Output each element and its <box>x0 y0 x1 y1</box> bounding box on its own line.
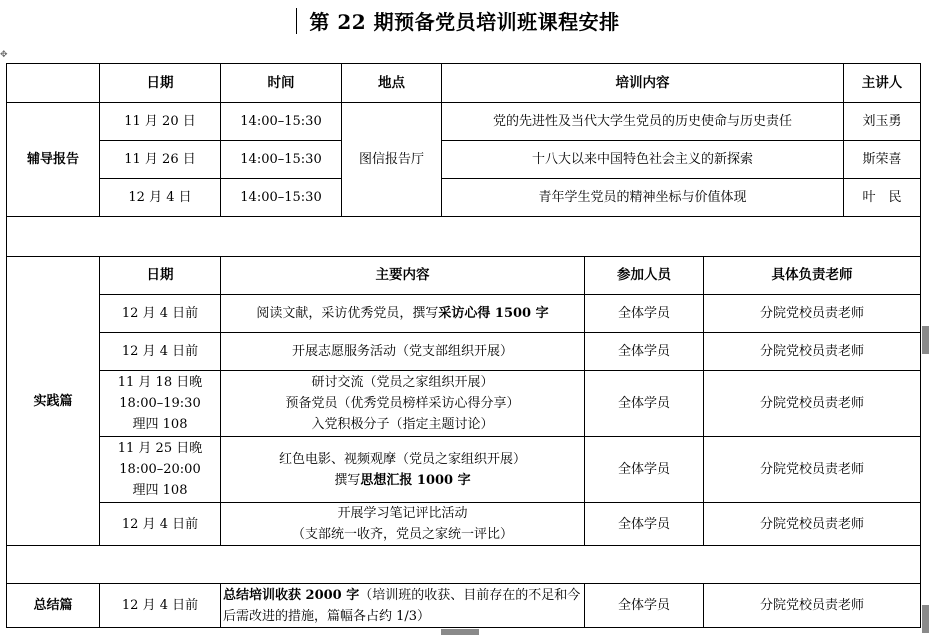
header-date: 日期 <box>100 64 221 103</box>
teacher-cell: 分院党校员责老师 <box>704 584 921 628</box>
header-content: 培训内容 <box>442 64 844 103</box>
location-cell: 图信报告厅 <box>342 103 442 217</box>
header-teacher: 具体负责老师 <box>704 257 921 295</box>
content-cell: 开展学习笔记评比活动 （支部统一收齐，党员之家统一评比） <box>221 503 585 546</box>
schedule-table <box>6 63 921 628</box>
content-cell: 党的先进性及当代大学生党员的历史使命与历史责任 <box>442 103 844 141</box>
content-cell: 红色电影、视频观摩（党员之家组织开展） 撰写思想汇报 1000 字 <box>221 437 585 503</box>
spacer-row <box>7 217 921 257</box>
blank-header-cell <box>7 64 100 103</box>
participants-cell: 全体学员 <box>585 584 704 628</box>
section2-header-row <box>7 257 921 295</box>
speaker-cell: 刘玉勇 <box>844 103 921 141</box>
table-row <box>7 103 921 141</box>
section-label: 总结篇 <box>7 584 100 628</box>
table-row <box>7 437 921 503</box>
speaker-cell: 叶 民 <box>844 179 921 217</box>
right-resize-handle-bottom[interactable] <box>922 605 929 633</box>
time-cell: 14:00–15:30 <box>221 141 342 179</box>
spacer-row <box>7 546 921 584</box>
date-cell: 12 月 4 日前 <box>100 333 221 371</box>
highlight-text: 总结培训收获 2000 字 <box>223 587 360 603</box>
table-row <box>7 503 921 546</box>
header-date: 日期 <box>100 257 221 295</box>
teacher-cell: 分院党校员责老师 <box>704 503 921 546</box>
time-cell: 14:00–15:30 <box>221 103 342 141</box>
header-location: 地点 <box>342 64 442 103</box>
teacher-cell: 分院党校员责老师 <box>704 371 921 437</box>
date-cell: 11 月 25 日晚 18:00–20:00 理四 108 <box>100 437 221 503</box>
teacher-cell: 分院党校员责老师 <box>704 437 921 503</box>
participants-cell: 全体学员 <box>585 503 704 546</box>
date-cell: 12 月 4 日 <box>100 179 221 217</box>
table-row <box>7 371 921 437</box>
participants-cell: 全体学员 <box>585 333 704 371</box>
table-row <box>7 584 921 628</box>
page-title: 第 22 期预备党员培训班课程安排 <box>309 10 620 34</box>
speaker-cell: 斯荣喜 <box>844 141 921 179</box>
header-speaker: 主讲人 <box>844 64 921 103</box>
participants-cell: 全体学员 <box>585 437 704 503</box>
bottom-resize-handle[interactable] <box>441 629 479 635</box>
right-resize-handle[interactable] <box>922 326 929 354</box>
content-cell: 阅读文献，采访优秀党员，撰写采访心得 1500 字 <box>221 295 585 333</box>
table-row <box>7 179 921 217</box>
teacher-cell: 分院党校员责老师 <box>704 295 921 333</box>
highlight-text: 采访心得 1500 字 <box>438 306 549 321</box>
header-participants: 参加人员 <box>585 257 704 295</box>
highlight-text: 思想汇报 1000 字 <box>360 472 471 488</box>
participants-cell: 全体学员 <box>585 371 704 437</box>
section-label: 辅导报告 <box>7 103 100 217</box>
move-handle-icon[interactable]: ✥ <box>0 50 8 60</box>
content-cell: 研讨交流（党员之家组织开展） 预备党员（优秀党员榜样采访心得分享） 入党积极分子（指定主题讨论） <box>221 371 585 437</box>
header-time: 时间 <box>221 64 342 103</box>
date-cell: 11 月 20 日 <box>100 103 221 141</box>
participants-cell: 全体学员 <box>585 295 704 333</box>
date-cell: 11 月 26 日 <box>100 141 221 179</box>
table-row <box>7 295 921 333</box>
section-label: 实践篇 <box>7 257 100 546</box>
date-cell: 12 月 4 日前 <box>100 295 221 333</box>
content-cell: 开展志愿服务活动（党支部组织开展） <box>221 333 585 371</box>
content-cell: 十八大以来中国特色社会主义的新探索 <box>442 141 844 179</box>
section1-header-row <box>7 64 921 103</box>
date-cell: 12 月 4 日前 <box>100 503 221 546</box>
time-cell: 14:00–15:30 <box>221 179 342 217</box>
date-cell: 11 月 18 日晚 18:00–19:30 理四 108 <box>100 371 221 437</box>
teacher-cell: 分院党校员责老师 <box>704 333 921 371</box>
content-cell: 总结培训收获 2000 字（培训班的收获、目前存在的不足和今后需改进的措施，篇幅各占约 1/3） <box>221 584 585 628</box>
content-cell: 青年学生党员的精神坐标与价值体现 <box>442 179 844 217</box>
table-row <box>7 333 921 371</box>
table-row <box>7 141 921 179</box>
date-cell: 12 月 4 日前 <box>100 584 221 628</box>
header-main-content: 主要内容 <box>221 257 585 295</box>
